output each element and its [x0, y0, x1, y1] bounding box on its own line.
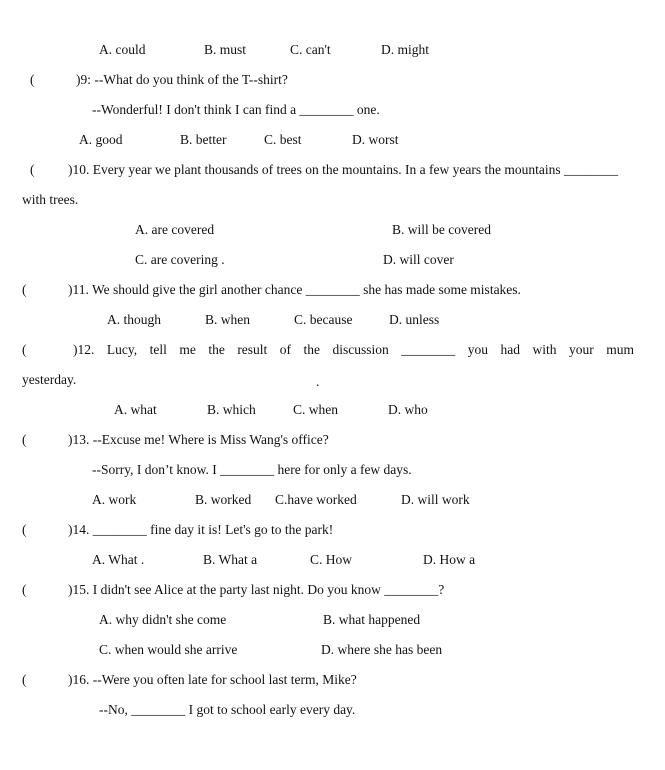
q15-option-d: D. where she has been	[321, 642, 443, 657]
q12-answer-paren: (	[22, 342, 27, 357]
q14-answer-paren: (	[22, 522, 27, 537]
q8-option-b: B. must	[204, 42, 247, 57]
q14-option-b: B. What a	[203, 552, 258, 567]
q11-answer-paren: (	[22, 282, 27, 297]
q9-option-b: B. better	[180, 132, 227, 147]
q15-answer-paren: (	[22, 582, 27, 597]
q10-stem: )10. Every year we plant thousands of trees on the mountains. In a few years the mountains ________	[68, 162, 618, 177]
q12-stray-mark: .	[316, 374, 320, 389]
q10-answer-paren: (	[30, 162, 35, 177]
q12-stem: )12. Lucy, tell me the result of the discussion ________ you had with your mum	[73, 342, 634, 357]
q11-option-d: D. unless	[389, 312, 440, 327]
q15-option-b: B. what happened	[323, 612, 421, 627]
q9-option-c: C. best	[264, 132, 302, 147]
q11-stem: )11. We should give the girl another chance ________ she has made some mistakes.	[68, 282, 521, 297]
q9-option-a: A. good	[79, 132, 123, 147]
q9-option-d: D. worst	[352, 132, 399, 147]
q12-option-b: B. which	[207, 402, 256, 417]
q13-option-b: B. worked	[195, 492, 252, 507]
q13-option-c: C.have worked	[275, 492, 357, 507]
q14-option-c: C. How	[310, 552, 353, 567]
q15-option-c: C. when would she arrive	[99, 642, 238, 657]
q14-stem: )14. ________ fine day it is! Let's go to the park!	[68, 522, 334, 537]
q16-stem: )16. --Were you often late for school last term, Mike?	[68, 672, 357, 687]
q13-line2: --Sorry, I don’t know. I ________ here for only a few days.	[92, 462, 412, 477]
q10-option-b: B. will be covered	[392, 222, 491, 237]
q13-stem: )13. --Excuse me! Where is Miss Wang's office?	[68, 432, 329, 447]
q16-answer-paren: (	[22, 672, 27, 687]
q16-line2: --No, ________ I got to school early every day.	[99, 702, 356, 717]
q9-answer-paren: (	[30, 72, 35, 87]
q10-line2: with trees.	[22, 192, 79, 207]
q10-option-a: A. are covered	[135, 222, 215, 237]
q12-option-c: C. when	[293, 402, 338, 417]
q8-option-a: A. could	[99, 42, 146, 57]
q11-option-a: A. though	[107, 312, 161, 327]
q15-stem: )15. I didn't see Alice at the party last night. Do you know ________?	[68, 582, 445, 597]
q9-line2: --Wonderful! I don't think I can find a ________ one.	[92, 102, 380, 117]
q9-stem: )9: --What do you think of the T--shirt?	[76, 72, 288, 87]
q8-option-c: C. can't	[290, 42, 331, 57]
q14-option-d: D. How a	[423, 552, 476, 567]
q13-option-d: D. will work	[401, 492, 470, 507]
q12-option-a: A. what	[114, 402, 157, 417]
q13-answer-paren: (	[22, 432, 27, 447]
q11-option-c: C. because	[294, 312, 353, 327]
q15-option-a: A. why didn't she come	[99, 612, 227, 627]
q12-option-d: D. who	[388, 402, 428, 417]
q12-line2: yesterday.	[22, 372, 77, 387]
q10-option-c: C. are covering .	[135, 252, 225, 267]
q14-option-a: A. What .	[92, 552, 145, 567]
q13-option-a: A. work	[92, 492, 137, 507]
q8-option-d: D. might	[381, 42, 430, 57]
q11-option-b: B. when	[205, 312, 250, 327]
q10-option-d: D. will cover	[383, 252, 454, 267]
